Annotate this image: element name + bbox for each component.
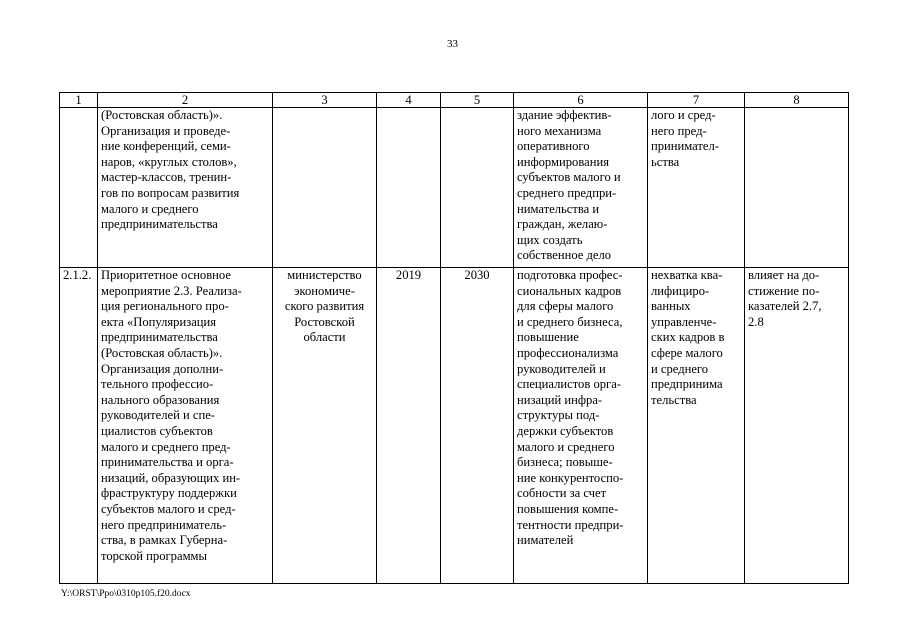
measures-table	[59, 92, 849, 584]
cell-number	[60, 108, 98, 268]
cell-start-year	[377, 108, 441, 268]
cell-start-year: 2019	[377, 268, 441, 584]
header-col-5: 5	[441, 93, 514, 108]
cell-end-year: 2030	[441, 268, 514, 584]
cell-consequences: лого и сред- него пред- принимател- ьства	[648, 108, 745, 268]
header-col-8: 8	[745, 93, 849, 108]
cell-number: 2.1.2.	[60, 268, 98, 584]
header-col-3: 3	[273, 93, 377, 108]
cell-measure: Приоритетное основное мероприятие 2.3. Реализа- ция регионального про- екта «Популяризация предпринимательства (Ростовская область)». Организация дополни- тельного профессио- нального образования руководителей и спе- циалистов субъектов малого и среднего пред- принимательства и орга- низаций, образующих ин- фраструктуру поддержки субъектов малого и сред- него предприниматель- ства, в рамках Губерна- торской программы	[98, 268, 273, 584]
cell-end-year	[441, 108, 514, 268]
header-col-6: 6	[514, 93, 648, 108]
header-col-2: 2	[98, 93, 273, 108]
cell-executor	[273, 108, 377, 268]
page-number: 33	[447, 38, 458, 50]
table-row	[60, 268, 849, 584]
cell-consequences: нехватка ква- лифициро- ванных управленче- ских кадров в сфере малого и среднего предпринима тельства	[648, 268, 745, 584]
file-path-footer: Y:\ORST\Ppo\0310p105.f20.docx	[61, 589, 191, 599]
cell-executor: министерство экономиче- ского развития Ростовской области	[273, 268, 377, 584]
header-col-1: 1	[60, 93, 98, 108]
cell-indicator-link	[745, 108, 849, 268]
cell-indicator-link: влияет на до- стижение по- казателей 2.7, 2.8	[745, 268, 849, 584]
table-header-row	[60, 93, 849, 108]
cell-expected-result: подготовка профес- сиональных кадров для сферы малого и среднего бизнеса, повышение профессионализма руководителей и специалистов орга- низаций инфра- структуры под- держки субъектов малого и среднего бизнеса; повыше- ние конкурентоспо- собности за счет повышения компе- тентности предпри- нимателей	[514, 268, 648, 584]
cell-measure: (Ростовская область)». Организация и проведе- ние конференций, семи- наров, «круглых столов», мастер-классов, тренин- гов по вопросам развития малого и среднего предпринимательства	[98, 108, 273, 268]
table-row	[60, 108, 849, 268]
header-col-7: 7	[648, 93, 745, 108]
header-col-4: 4	[377, 93, 441, 108]
cell-expected-result: здание эффектив- ного механизма оперативного информирования субъектов малого и среднего предпри- нимательства и граждан, желаю- щих создать собственное дело	[514, 108, 648, 268]
